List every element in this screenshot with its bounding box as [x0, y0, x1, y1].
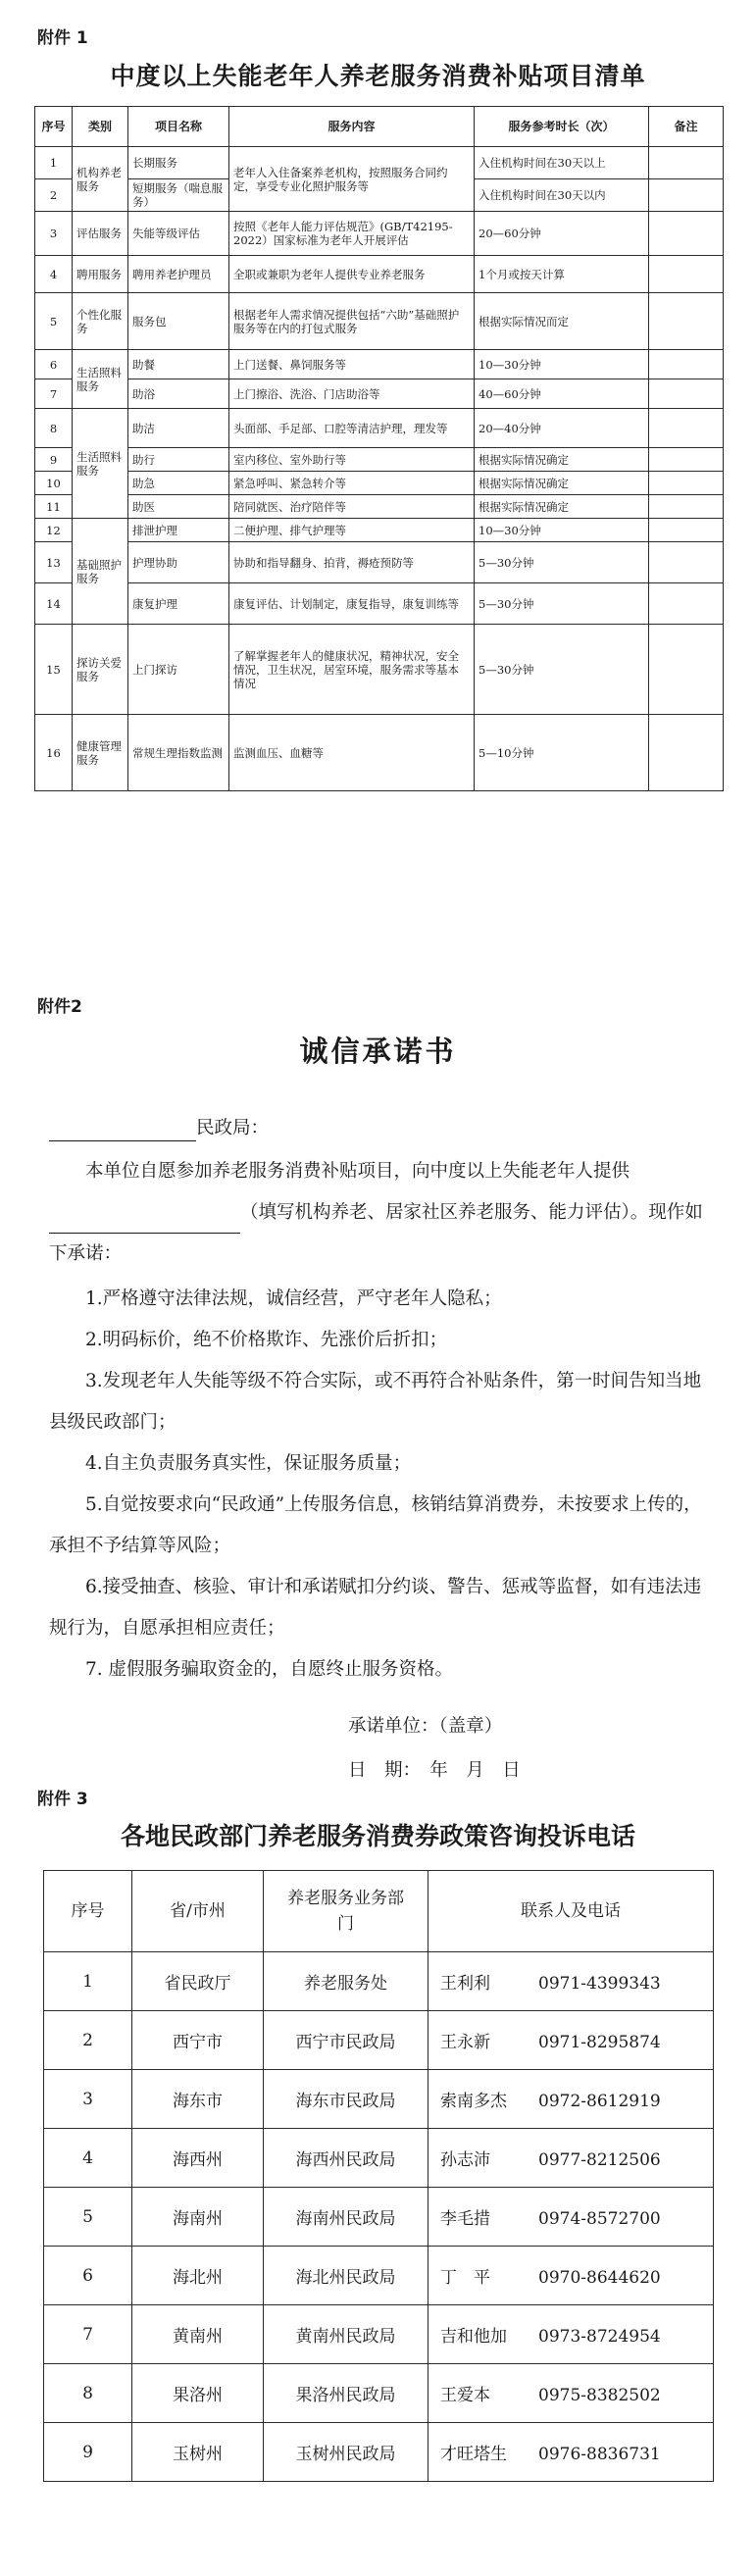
cell-item: 助医	[128, 495, 229, 519]
cell-content: 按照《老年人能力评估规范》(GB/T42195-2022）国家标准为老年人开展评估	[229, 212, 475, 256]
salutation-line	[49, 1116, 716, 1141]
cell-contact	[428, 2364, 714, 2423]
intro-text-1: 本单位自愿参加养老服务消费补贴项目，向中度以上失能老年人提供	[85, 1161, 630, 1182]
contact-phone: 0971-8295874	[538, 2033, 661, 2052]
cell-no: 4	[35, 256, 73, 293]
cell-duration: 根据实际情况确定	[475, 495, 649, 519]
cell-no: 1	[35, 147, 73, 179]
cell-content: 上门擦浴、洗浴、门店助浴等	[229, 379, 475, 409]
service-type-blank	[49, 1211, 240, 1234]
cell-category: 基础照护服务	[73, 519, 128, 625]
cell-duration: 5—10分钟	[475, 715, 649, 791]
table-row	[35, 293, 724, 350]
table-row	[35, 583, 724, 625]
col-header-region: 省/市州	[132, 1871, 264, 1952]
intro-paragraph	[49, 1151, 716, 1275]
col-header-dept: 养老服务业务部门	[264, 1871, 428, 1952]
cell-note	[649, 212, 724, 256]
col-header-no: 序号	[44, 1871, 132, 1952]
cell-duration: 10—30分钟	[475, 350, 649, 379]
cell-no: 6	[35, 350, 73, 379]
table-row	[35, 147, 724, 179]
cell-no: 4	[44, 2129, 132, 2188]
contact-phone: 0974-8572700	[538, 2209, 661, 2229]
attachment-1-label: 附件 1	[37, 28, 88, 48]
subsidy-items-table	[34, 106, 724, 791]
cell-duration: 入住机构时间在30天以内	[475, 179, 649, 212]
table-header-row	[35, 107, 724, 147]
cell-item: 护理协助	[128, 542, 229, 583]
cell-duration: 1个月或按天计算	[475, 256, 649, 293]
col-header-item: 项目名称	[128, 107, 229, 147]
cell-item: 助行	[128, 448, 229, 472]
cell-item: 服务包	[128, 293, 229, 350]
cell-no: 11	[35, 495, 73, 519]
cell-note	[649, 495, 724, 519]
intro-text-2: （填写机构养老、居家社区养老服务、能力评估）。现作如下承诺：	[49, 1202, 703, 1264]
cell-contact	[428, 2129, 714, 2188]
cell-region: 玉树州	[132, 2423, 264, 2482]
col-header-contact: 联系人及电话	[428, 1871, 714, 1952]
table-row	[35, 519, 724, 542]
cell-note	[649, 519, 724, 542]
commitment-item: 3.发现老年人失能等级不符合实际，或不再符合补贴条件，第一时间告知当地县级民政部门；	[49, 1371, 702, 1433]
contact-name: 王永新	[440, 2033, 490, 2052]
cell-dept: 西宁市民政局	[264, 2011, 428, 2070]
cell-dept: 黄南州民政局	[264, 2305, 428, 2364]
cell-content: 陪同就医、治疗陪伴等	[229, 495, 475, 519]
table-row	[44, 2011, 714, 2070]
table-row	[44, 2247, 714, 2305]
table-row	[35, 472, 724, 495]
attachment-2-label: 附件2	[37, 997, 82, 1017]
table-row	[44, 2423, 714, 2482]
commitment-item: 6.接受抽查、核验、审计和承诺赋扣分约谈、警告、惩戒等监督，如有违法违规行为，自愿承担相应责任；	[49, 1577, 702, 1639]
contact-phone: 0976-8836731	[538, 2445, 661, 2464]
table-row	[44, 2129, 714, 2188]
table-row	[35, 715, 724, 791]
table-row	[35, 625, 724, 715]
letter-title: 诚信承诺书	[299, 1035, 457, 1068]
col-header-no: 序号	[35, 107, 73, 147]
table-row	[44, 2305, 714, 2364]
cell-no: 8	[44, 2364, 132, 2423]
cell-duration: 根据实际情况确定	[475, 448, 649, 472]
cell-no: 13	[35, 542, 73, 583]
cell-note	[649, 379, 724, 409]
cell-region: 西宁市	[132, 2011, 264, 2070]
cell-region: 海北州	[132, 2247, 264, 2305]
col-header-content: 服务内容	[229, 107, 475, 147]
attachment-1-title: 中度以上失能老年人养老服务消费补贴项目清单	[110, 62, 646, 90]
cell-dept: 海东市民政局	[264, 2070, 428, 2129]
cell-no: 1	[44, 1952, 132, 2011]
cell-dept: 海西州民政局	[264, 2129, 428, 2188]
cell-no: 7	[35, 379, 73, 409]
table-row	[44, 2070, 714, 2129]
cell-note	[649, 472, 724, 495]
cell-contact	[428, 2247, 714, 2305]
cell-content: 二便护理、排气护理等	[229, 519, 475, 542]
cell-note	[649, 715, 724, 791]
cell-note	[649, 256, 724, 293]
table-row	[44, 2364, 714, 2423]
table-row	[35, 409, 724, 448]
cell-no: 16	[35, 715, 73, 791]
contact-name: 丁 平	[440, 2268, 490, 2288]
cell-no: 8	[35, 409, 73, 448]
cell-no: 15	[35, 625, 73, 715]
cell-content: 老年人入住备案养老机构，按照服务合同约定，享受专业化照护服务等	[229, 147, 475, 212]
cell-note	[649, 409, 724, 448]
table-row	[44, 1952, 714, 2011]
cell-content: 全职或兼职为老年人提供专业养老服务	[229, 256, 475, 293]
table-row	[35, 448, 724, 472]
cell-contact	[428, 2011, 714, 2070]
cell-duration: 20—40分钟	[475, 409, 649, 448]
cell-region: 海西州	[132, 2129, 264, 2188]
cell-no: 5	[35, 293, 73, 350]
attachment-3-label: 附件 3	[37, 1790, 88, 1809]
cell-note	[649, 542, 724, 583]
cell-contact	[428, 2070, 714, 2129]
cell-content: 室内移位、室外助行等	[229, 448, 475, 472]
commitment-item: 5.自觉按要求向“民政通”上传服务信息，核销结算消费券，未按要求上传的，承担不予结算等风险；	[49, 1494, 702, 1556]
cell-note	[649, 583, 724, 625]
cell-dept: 养老服务处	[264, 1952, 428, 2011]
contact-name: 王利利	[440, 1974, 490, 1994]
hotline-title: 各地民政部门养老服务消费券政策咨询投诉电话	[120, 1822, 635, 1850]
cell-item: 助急	[128, 472, 229, 495]
col-header-duration: 服务参考时长（次）	[475, 107, 649, 147]
commitment-letter-body	[49, 1116, 716, 1691]
table-row	[35, 350, 724, 379]
cell-contact	[428, 2305, 714, 2364]
cell-duration: 10—30分钟	[475, 519, 649, 542]
cell-region: 海东市	[132, 2070, 264, 2129]
cell-category: 生活照料服务	[73, 350, 128, 409]
contact-phone: 0970-8644620	[538, 2268, 661, 2288]
cell-category: 生活照料服务	[73, 409, 128, 519]
cell-no: 5	[44, 2188, 132, 2247]
cell-duration: 入住机构时间在30天以上	[475, 147, 649, 179]
cell-note	[649, 147, 724, 179]
sign-unit: 承诺单位：（盖章）	[348, 1716, 503, 1737]
cell-note	[649, 179, 724, 212]
commitment-item: 2.明码标价，绝不价格欺诈、先涨价后折扣；	[85, 1330, 448, 1350]
cell-region: 海南州	[132, 2188, 264, 2247]
col-header-note: 备注	[649, 107, 724, 147]
cell-dept: 海北州民政局	[264, 2247, 428, 2305]
cell-note	[649, 448, 724, 472]
cell-no: 3	[35, 212, 73, 256]
cell-no: 7	[44, 2305, 132, 2364]
cell-region: 黄南州	[132, 2305, 264, 2364]
cell-item: 康复护理	[128, 583, 229, 625]
cell-region: 果洛州	[132, 2364, 264, 2423]
cell-duration: 根据实际情况而定	[475, 293, 649, 350]
cell-category: 探访关爱服务	[73, 625, 128, 715]
cell-contact	[428, 1952, 714, 2011]
commitment-item: 4.自主负责服务真实性，保证服务质量；	[85, 1453, 412, 1474]
cell-content: 监测血压、血糖等	[229, 715, 475, 791]
cell-note	[649, 350, 724, 379]
cell-item: 失能等级评估	[128, 212, 229, 256]
cell-item: 排泄护理	[128, 519, 229, 542]
cell-contact	[428, 2423, 714, 2482]
cell-no: 9	[35, 448, 73, 472]
contact-phone: 0975-8382502	[538, 2386, 661, 2405]
cell-item: 短期服务（喘息服务）	[128, 179, 229, 212]
table-header-row	[44, 1871, 714, 1952]
cell-item: 助洁	[128, 409, 229, 448]
cell-content: 了解掌握老年人的健康状况，精神状况，安全情况，卫生状况，居室环境，服务需求等基本情况	[229, 625, 475, 715]
cell-content: 头面部、手足部、口腔等清洁护理，理发等	[229, 409, 475, 448]
cell-category: 健康管理服务	[73, 715, 128, 791]
cell-duration: 5—30分钟	[475, 625, 649, 715]
cell-no: 2	[35, 179, 73, 212]
cell-duration: 40—60分钟	[475, 379, 649, 409]
cell-no: 10	[35, 472, 73, 495]
cell-category: 机构养老服务	[73, 147, 128, 212]
salutation-text: 民政局：	[196, 1118, 270, 1138]
cell-content: 根据老年人需求情况提供包括“六助”基础照护服务等在内的打包式服务	[229, 293, 475, 350]
table-row	[35, 379, 724, 409]
cell-category: 聘用服务	[73, 256, 128, 293]
cell-dept: 玉树州民政局	[264, 2423, 428, 2482]
cell-no: 6	[44, 2247, 132, 2305]
hotline-table-body	[44, 1952, 714, 2482]
table-row	[35, 256, 724, 293]
contact-phone: 0972-8612919	[538, 2092, 661, 2111]
bureau-name-blank	[49, 1119, 196, 1141]
cell-item: 长期服务	[128, 147, 229, 179]
commitment-item: 1.严格遵守法律法规，诚信经营，严守老年人隐私；	[85, 1288, 502, 1309]
cell-item: 上门探访	[128, 625, 229, 715]
table-row	[35, 212, 724, 256]
cell-no: 2	[44, 2011, 132, 2070]
cell-dept: 海南州民政局	[264, 2188, 428, 2247]
cell-no: 3	[44, 2070, 132, 2129]
contact-name: 才旺塔生	[440, 2445, 507, 2464]
cell-no: 9	[44, 2423, 132, 2482]
cell-region: 省民政厅	[132, 1952, 264, 2011]
cell-duration: 20—60分钟	[475, 212, 649, 256]
contact-name: 王爱本	[440, 2386, 490, 2405]
cell-content: 上门送餐、鼻饲服务等	[229, 350, 475, 379]
cell-no: 12	[35, 519, 73, 542]
hotline-table	[43, 1870, 714, 2482]
cell-item: 助餐	[128, 350, 229, 379]
sign-date: 日 期： 年 月 日	[348, 1760, 521, 1781]
table-row	[35, 495, 724, 519]
cell-content: 协助和指导翻身、拍背，褥疮预防等	[229, 542, 475, 583]
col-header-category: 类别	[73, 107, 128, 147]
cell-content: 紧急呼叫、紧急转介等	[229, 472, 475, 495]
table-row	[44, 2188, 714, 2247]
cell-note	[649, 293, 724, 350]
contact-phone: 0977-8212506	[538, 2150, 661, 2170]
cell-dept: 果洛州民政局	[264, 2364, 428, 2423]
cell-item: 助浴	[128, 379, 229, 409]
contact-name: 索南多杰	[440, 2092, 507, 2111]
cell-item: 聘用养老护理员	[128, 256, 229, 293]
cell-note	[649, 625, 724, 715]
contact-phone: 0973-8724954	[538, 2327, 661, 2347]
cell-contact	[428, 2188, 714, 2247]
cell-content: 康复评估、计划制定，康复指导，康复训练等	[229, 583, 475, 625]
cell-duration: 5—30分钟	[475, 583, 649, 625]
cell-duration: 5—30分钟	[475, 542, 649, 583]
cell-duration: 根据实际情况确定	[475, 472, 649, 495]
cell-category: 评估服务	[73, 212, 128, 256]
contact-name: 吉和他加	[440, 2327, 507, 2347]
commitment-item: 7. 虚假服务骗取资金的，自愿终止服务资格。	[85, 1659, 454, 1680]
cell-no: 14	[35, 583, 73, 625]
contact-name: 李毛措	[440, 2209, 490, 2229]
cell-item: 常规生理指数监测	[128, 715, 229, 791]
table-row	[35, 542, 724, 583]
cell-category: 个性化服务	[73, 293, 128, 350]
contact-phone: 0971-4399343	[538, 1974, 661, 1994]
contact-name: 孙志沛	[440, 2150, 490, 2170]
